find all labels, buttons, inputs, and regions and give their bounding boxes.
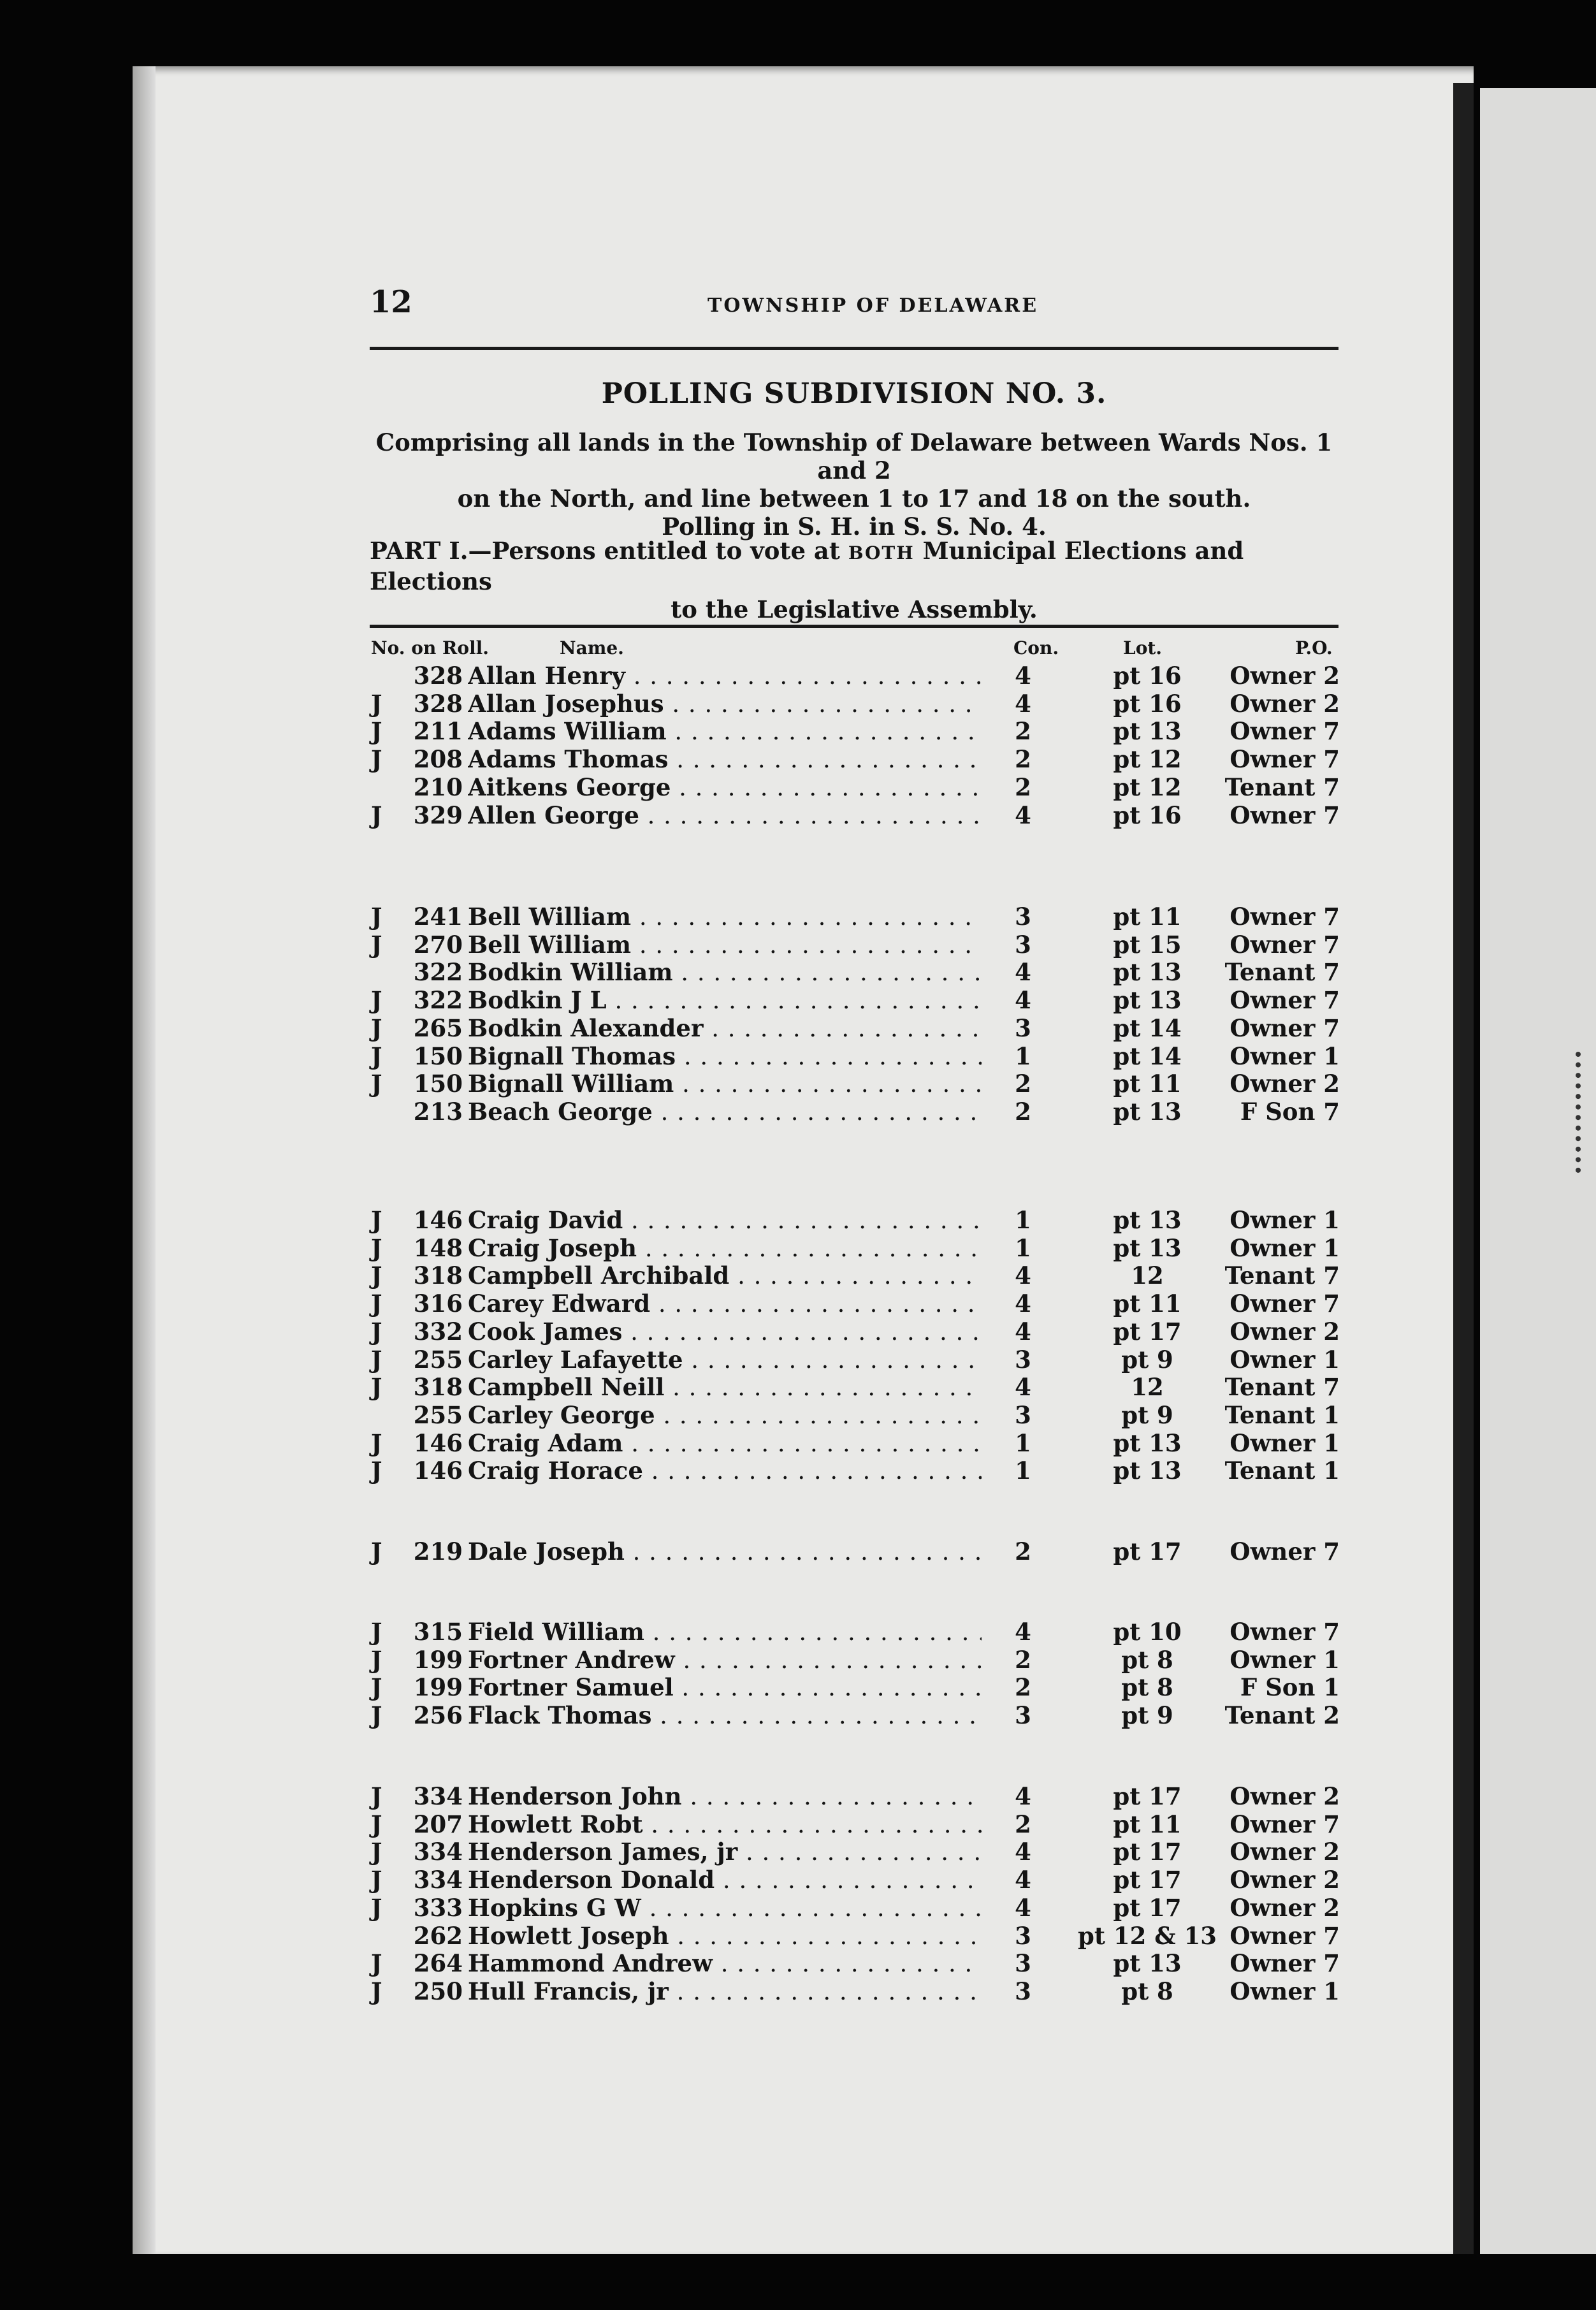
- voter-lot: pt 13: [1113, 1949, 1182, 1978]
- voter-concession: 2: [1015, 773, 1031, 801]
- voter-concession: 4: [1015, 1782, 1031, 1810]
- voter-concession: 1: [1015, 1456, 1031, 1485]
- voter-mark: J: [371, 717, 382, 746]
- voter-row: [0, 1014, 1596, 1042]
- voter-name: Carey Edward . . .: [468, 1289, 982, 1318]
- voter-lot: pt 12 & 13: [1078, 1921, 1217, 1950]
- voter-concession: 4: [1015, 1618, 1031, 1646]
- voter-status-and-po: Owner 2: [1230, 1070, 1340, 1098]
- voter-name: Craig Horace . . .: [468, 1456, 982, 1485]
- voter-lot: pt 16: [1113, 801, 1182, 829]
- voter-name: Carley Lafayette . . .: [468, 1346, 982, 1374]
- voter-row: [0, 1810, 1596, 1838]
- voter-lot: pt 13: [1113, 1206, 1182, 1234]
- voter-row: [0, 1977, 1596, 2005]
- part-smallcaps: BOTH: [848, 542, 915, 563]
- voter-row: [0, 773, 1596, 801]
- voter-mark: J: [371, 1673, 382, 1702]
- col-header-po: P.O.: [1295, 637, 1333, 658]
- voter-mark: J: [371, 1289, 382, 1318]
- voter-status-and-po: F Son 7: [1240, 1097, 1340, 1126]
- voter-row: [0, 745, 1596, 773]
- voter-row: [0, 1838, 1596, 1866]
- voter-mark: J: [371, 1317, 382, 1346]
- section-title: POLLING SUBDIVISION NO. 3.: [601, 377, 1107, 410]
- voter-lot: pt 14: [1113, 1013, 1182, 1042]
- voter-status-and-po: Owner 2: [1230, 1838, 1340, 1866]
- voter-row: [0, 1234, 1596, 1262]
- voter-status-and-po: Tenant 7: [1224, 773, 1340, 801]
- voter-row: [0, 1373, 1596, 1401]
- voter-name: Adams Thomas . . .: [468, 745, 982, 774]
- voter-status-and-po: Owner 1: [1230, 1645, 1340, 1674]
- voter-name: Fortner Andrew . . .: [468, 1646, 982, 1674]
- voter-roll-number: 148: [413, 1233, 463, 1262]
- voter-lot: pt 13: [1113, 986, 1182, 1015]
- voter-lot: pt 13: [1113, 1097, 1182, 1126]
- voter-status-and-po: Owner 1: [1230, 1977, 1340, 2005]
- voter-status-and-po: Owner 1: [1230, 1233, 1340, 1262]
- voter-name: Howlett Joseph . . .: [468, 1922, 982, 1950]
- voter-row: [0, 1042, 1596, 1070]
- voter-concession: 1: [1015, 1233, 1031, 1262]
- voter-lot: pt 16: [1113, 689, 1182, 718]
- voter-mark: J: [371, 986, 382, 1015]
- voter-concession: 1: [1015, 1206, 1031, 1234]
- voter-roll-number: 250: [413, 1977, 463, 2005]
- voter-mark: J: [371, 930, 382, 959]
- col-header-lot: Lot.: [1123, 637, 1163, 658]
- voter-concession: 1: [1015, 1428, 1031, 1457]
- voter-row: [0, 986, 1596, 1014]
- voter-mark: J: [371, 1345, 382, 1374]
- part-rest: Municipal Elections and Elections: [370, 537, 1244, 595]
- voter-row: [0, 1922, 1596, 1950]
- voter-concession: 4: [1015, 1893, 1031, 1922]
- voter-concession: 2: [1015, 717, 1031, 746]
- description-line-3: Polling in S. H. in S. S. No. 4.: [662, 512, 1047, 541]
- voter-status-and-po: Tenant 2: [1224, 1701, 1340, 1730]
- voter-roll-number: 315: [413, 1618, 463, 1646]
- voter-mark: J: [371, 1070, 382, 1098]
- voter-mark: J: [371, 1701, 382, 1730]
- voter-roll-number: 333: [413, 1893, 463, 1922]
- voter-status-and-po: Owner 7: [1230, 1289, 1340, 1318]
- voter-concession: 4: [1015, 662, 1031, 690]
- voter-lot: pt 11: [1113, 903, 1182, 931]
- voter-lot: pt 17: [1113, 1537, 1182, 1565]
- voter-roll-number: 146: [413, 1428, 463, 1457]
- description-line-2: on the North, and line between 1 to 17 and 18 on the south.: [457, 484, 1251, 512]
- voter-row: [0, 1346, 1596, 1374]
- voter-lot: pt 11: [1113, 1070, 1182, 1098]
- voter-status-and-po: Owner 7: [1230, 1921, 1340, 1950]
- voter-status-and-po: Owner 7: [1230, 1013, 1340, 1042]
- voter-name: Henderson John . . .: [468, 1782, 982, 1811]
- voter-roll-number: 334: [413, 1838, 463, 1866]
- voter-concession: 3: [1015, 1400, 1031, 1429]
- voter-roll-number: 328: [413, 689, 463, 718]
- voter-name: Hopkins G W . . .: [468, 1894, 982, 1922]
- voter-mark: J: [371, 1977, 382, 2005]
- voter-mark: J: [371, 1838, 382, 1866]
- part-lead: PART I.—Persons entitled to vote at: [370, 537, 848, 565]
- voter-status-and-po: F Son 1: [1240, 1673, 1340, 1702]
- voter-status-and-po: Owner 1: [1230, 1345, 1340, 1374]
- voter-row: [0, 1618, 1596, 1646]
- voter-row: [0, 1701, 1596, 1729]
- voter-name: Bodkin William . . .: [468, 958, 982, 987]
- voter-row: [0, 1949, 1596, 1977]
- voter-lot: pt 15: [1113, 930, 1182, 959]
- voter-roll-number: 334: [413, 1782, 463, 1810]
- voter-lot: pt 13: [1113, 1456, 1182, 1485]
- voter-lot: pt 14: [1113, 1042, 1182, 1070]
- voter-mark: J: [371, 1013, 382, 1042]
- voter-status-and-po: Owner 1: [1230, 1042, 1340, 1070]
- voter-name: Bodkin Alexander . . .: [468, 1014, 982, 1043]
- voter-roll-number: 270: [413, 930, 463, 959]
- running-head: TOWNSHIP OF DELAWARE: [707, 294, 1039, 317]
- voter-row: [0, 1673, 1596, 1701]
- voter-name: Aitkens George . . .: [468, 773, 982, 802]
- voter-row: [0, 1261, 1596, 1289]
- voter-name: Allan Henry . . .: [468, 662, 982, 690]
- voter-status-and-po: Owner 1: [1230, 1428, 1340, 1457]
- voter-row: [0, 903, 1596, 931]
- voter-name: Bignall Thomas . . .: [468, 1042, 982, 1071]
- voter-mark: J: [371, 1206, 382, 1234]
- voter-concession: 3: [1015, 1921, 1031, 1950]
- voter-roll-number: 219: [413, 1537, 463, 1565]
- voter-row: [0, 1537, 1596, 1565]
- voter-concession: 3: [1015, 903, 1031, 931]
- voter-lot: pt 17: [1113, 1838, 1182, 1866]
- voter-concession: 3: [1015, 1013, 1031, 1042]
- voter-roll-number: 328: [413, 662, 463, 690]
- voter-lot: pt 12: [1113, 773, 1182, 801]
- voter-mark: J: [371, 745, 382, 774]
- voter-roll-number: 265: [413, 1013, 463, 1042]
- voter-name: Hull Francis, jr . . .: [468, 1977, 982, 2006]
- voter-row: [0, 801, 1596, 829]
- voter-name: Henderson James, jr . . .: [468, 1838, 982, 1866]
- voter-status-and-po: Tenant 7: [1224, 1373, 1340, 1402]
- voter-name: Adams William . . .: [468, 717, 982, 746]
- voter-roll-number: 262: [413, 1921, 463, 1950]
- voter-mark: J: [371, 903, 382, 931]
- voter-roll-number: 322: [413, 958, 463, 987]
- voter-row: [0, 1070, 1596, 1098]
- voter-row: [0, 1401, 1596, 1429]
- col-header-no-on-roll: No. on Roll.: [371, 637, 490, 658]
- voter-concession: 3: [1015, 1345, 1031, 1374]
- voter-name: Allan Josephus . . .: [468, 690, 982, 718]
- voter-roll-number: 211: [413, 717, 463, 746]
- voter-status-and-po: Owner 2: [1230, 1782, 1340, 1810]
- voter-roll-number: 322: [413, 986, 463, 1015]
- voter-roll-number: 207: [413, 1810, 463, 1838]
- voter-name: Fortner Samuel . . .: [468, 1673, 982, 1702]
- voter-concession: 2: [1015, 1673, 1031, 1702]
- voter-lot: pt 11: [1113, 1289, 1182, 1318]
- voter-lot: pt 17: [1113, 1866, 1182, 1894]
- voter-name: Field William . . .: [468, 1618, 982, 1646]
- voter-concession: 4: [1015, 1838, 1031, 1866]
- voter-name: Bodkin J L . . .: [468, 986, 982, 1015]
- voter-concession: 4: [1015, 689, 1031, 718]
- voter-concession: 2: [1015, 1810, 1031, 1838]
- voter-status-and-po: Tenant 7: [1224, 1261, 1340, 1290]
- voter-mark: J: [371, 1537, 382, 1565]
- voter-concession: 2: [1015, 1097, 1031, 1126]
- voter-roll-number: 318: [413, 1261, 463, 1290]
- voter-mark: J: [371, 801, 382, 829]
- voter-roll-number: 318: [413, 1373, 463, 1402]
- voter-status-and-po: Owner 2: [1230, 1893, 1340, 1922]
- voter-status-and-po: Owner 2: [1230, 1317, 1340, 1346]
- voter-status-and-po: Owner 7: [1230, 717, 1340, 746]
- voter-mark: J: [371, 1810, 382, 1838]
- voter-lot: pt 9: [1121, 1701, 1173, 1730]
- voter-concession: 4: [1015, 801, 1031, 829]
- voter-status-and-po: Owner 7: [1230, 1537, 1340, 1565]
- voter-lot: pt 11: [1113, 1810, 1182, 1838]
- voter-roll-number: 329: [413, 801, 463, 829]
- voter-row: [0, 958, 1596, 986]
- voter-mark: J: [371, 1782, 382, 1810]
- voter-name: Craig David . . .: [468, 1206, 982, 1235]
- voter-lot: 12: [1131, 1261, 1164, 1290]
- voter-name: Flack Thomas . . .: [468, 1701, 982, 1730]
- voter-roll-number: 199: [413, 1673, 463, 1702]
- col-header-con: Con.: [1013, 637, 1059, 658]
- voter-row: [0, 1318, 1596, 1346]
- voter-name: Carley George . . .: [468, 1401, 982, 1430]
- voter-roll-number: 213: [413, 1097, 463, 1126]
- voter-roll-number: 255: [413, 1345, 463, 1374]
- voter-row: [0, 1456, 1596, 1485]
- voter-roll-number: 199: [413, 1645, 463, 1674]
- voter-concession: 4: [1015, 1317, 1031, 1346]
- voter-status-and-po: Owner 7: [1230, 903, 1340, 931]
- voter-roll-number: 256: [413, 1701, 463, 1730]
- voter-roll-number: 332: [413, 1317, 463, 1346]
- voter-lot: pt 16: [1113, 662, 1182, 690]
- voter-row: [0, 1894, 1596, 1922]
- page-number: 12: [370, 284, 412, 320]
- voter-row: [0, 1289, 1596, 1318]
- voter-status-and-po: Tenant 1: [1224, 1400, 1340, 1429]
- voter-name: Cook James . . .: [468, 1318, 982, 1346]
- voter-concession: 3: [1015, 930, 1031, 959]
- voter-status-and-po: Owner 7: [1230, 930, 1340, 959]
- part-line-2: to the Legislative Assembly.: [671, 595, 1038, 623]
- voter-mark: J: [371, 1949, 382, 1978]
- voter-concession: 4: [1015, 1261, 1031, 1290]
- voter-lot: pt 9: [1121, 1345, 1173, 1374]
- voter-concession: 4: [1015, 958, 1031, 987]
- voter-status-and-po: Owner 7: [1230, 1949, 1340, 1978]
- voter-row: [0, 1866, 1596, 1894]
- voter-roll-number: 255: [413, 1400, 463, 1429]
- voter-status-and-po: Owner 2: [1230, 1866, 1340, 1894]
- voter-row: [0, 1429, 1596, 1457]
- voter-lot: 12: [1131, 1373, 1164, 1402]
- voter-name: Campbell Archibald . . .: [468, 1261, 982, 1290]
- voter-status-and-po: Owner 7: [1230, 1810, 1340, 1838]
- voter-mark: J: [371, 1042, 382, 1070]
- voter-concession: 2: [1015, 1070, 1031, 1098]
- voter-concession: 3: [1015, 1949, 1031, 1978]
- voter-name: Campbell Neill . . .: [468, 1373, 982, 1402]
- voter-concession: 2: [1015, 1537, 1031, 1565]
- voter-roll-number: 146: [413, 1456, 463, 1485]
- voter-status-and-po: Owner 7: [1230, 1618, 1340, 1646]
- voter-status-and-po: Tenant 7: [1224, 958, 1340, 987]
- description-line-1: Comprising all lands in the Township of Delaware between Wards Nos. 1 and 2: [375, 428, 1333, 484]
- voter-concession: 2: [1015, 745, 1031, 774]
- voter-concession: 3: [1015, 1701, 1031, 1730]
- voter-mark: J: [371, 1428, 382, 1457]
- voter-roll-number: 241: [413, 903, 463, 931]
- voter-roll-number: 150: [413, 1042, 463, 1070]
- voter-status-and-po: Owner 1: [1230, 1206, 1340, 1234]
- voter-roll-number: 150: [413, 1070, 463, 1098]
- voter-name: Bell William . . .: [468, 903, 982, 931]
- voter-mark: J: [371, 1373, 382, 1402]
- voter-status-and-po: Owner 7: [1230, 745, 1340, 774]
- voter-status-and-po: Owner 2: [1230, 662, 1340, 690]
- voter-name: Dale Joseph . . .: [468, 1537, 982, 1566]
- voter-lot: pt 13: [1113, 1233, 1182, 1262]
- voter-status-and-po: Tenant 1: [1224, 1456, 1340, 1485]
- voter-concession: 4: [1015, 1866, 1031, 1894]
- voter-roll-number: 334: [413, 1866, 463, 1894]
- voter-name: Craig Adam . . .: [468, 1429, 982, 1458]
- voter-concession: 4: [1015, 1289, 1031, 1318]
- voter-concession: 2: [1015, 1645, 1031, 1674]
- voter-concession: 1: [1015, 1042, 1031, 1070]
- voter-lot: pt 13: [1113, 958, 1182, 987]
- voter-mark: J: [371, 689, 382, 718]
- voter-row: [0, 1646, 1596, 1674]
- voter-row: [0, 1782, 1596, 1810]
- voter-mark: J: [371, 1233, 382, 1262]
- voter-roll-number: 146: [413, 1206, 463, 1234]
- voter-mark: J: [371, 1456, 382, 1485]
- voter-row: [0, 1206, 1596, 1234]
- voter-name: Howlett Robt . . .: [468, 1810, 982, 1839]
- voter-lot: pt 13: [1113, 717, 1182, 746]
- voter-name: Bell William . . .: [468, 931, 982, 959]
- voter-status-and-po: Owner 2: [1230, 689, 1340, 718]
- voter-lot: pt 9: [1121, 1400, 1173, 1429]
- voter-lot: pt 12: [1113, 745, 1182, 774]
- voter-mark: J: [371, 1618, 382, 1646]
- voter-roll-number: 208: [413, 745, 463, 774]
- voter-name: Henderson Donald . . .: [468, 1866, 982, 1894]
- voter-lot: pt 8: [1121, 1645, 1173, 1674]
- voter-row: [0, 1098, 1596, 1126]
- voter-lot: pt 8: [1121, 1977, 1173, 2005]
- voter-roll-number: 210: [413, 773, 463, 801]
- voter-name: Beach George . . .: [468, 1098, 982, 1126]
- voter-mark: J: [371, 1645, 382, 1674]
- voter-lot: pt 13: [1113, 1428, 1182, 1457]
- voter-mark: J: [371, 1261, 382, 1290]
- voter-row: [0, 717, 1596, 745]
- voter-concession: 3: [1015, 1977, 1031, 2005]
- col-header-name: Name.: [560, 637, 624, 658]
- voter-row: [0, 690, 1596, 718]
- voter-roll-number: 316: [413, 1289, 463, 1318]
- voter-mark: J: [371, 1866, 382, 1894]
- voter-name: Hammond Andrew . . .: [468, 1949, 982, 1978]
- voter-mark: J: [371, 1893, 382, 1922]
- voter-name: Craig Joseph . . .: [468, 1234, 982, 1263]
- voter-concession: 4: [1015, 986, 1031, 1015]
- voter-name: Allen George . . .: [468, 801, 982, 830]
- voter-lot: pt 17: [1113, 1317, 1182, 1346]
- voter-lot: pt 10: [1113, 1618, 1182, 1646]
- voter-concession: 4: [1015, 1373, 1031, 1402]
- voter-row: [0, 931, 1596, 959]
- voter-lot: pt 17: [1113, 1782, 1182, 1810]
- voter-status-and-po: Owner 7: [1230, 986, 1340, 1015]
- voter-status-and-po: Owner 7: [1230, 801, 1340, 829]
- voter-lot: pt 17: [1113, 1893, 1182, 1922]
- voter-name: Bignall William . . .: [468, 1070, 982, 1098]
- voter-row: [0, 662, 1596, 690]
- voter-roll-number: 264: [413, 1949, 463, 1978]
- voter-lot: pt 8: [1121, 1673, 1173, 1702]
